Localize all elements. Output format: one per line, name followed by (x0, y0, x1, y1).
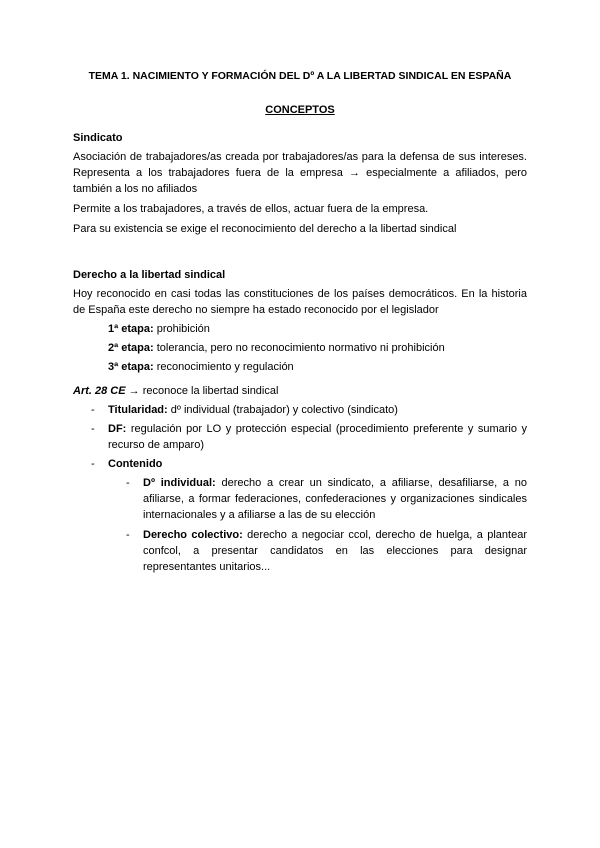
list-item (73, 402, 527, 418)
item-text: derecho a negociar ccol, derecho de huelga, a plantear confcol, a presentar candidatos en las elecciones para designar representantes unitarios... (143, 529, 527, 573)
stage-item (108, 359, 527, 375)
dash-bullet: - (91, 458, 95, 470)
section-libertad-sindical (73, 267, 527, 375)
stage-text: tolerancia, pero no reconocimiento normativo ni prohibición (153, 342, 445, 354)
item-label: Dº individual: (143, 477, 216, 489)
dash-bullet: - (91, 423, 95, 435)
stage-label: 3ª etapa: (108, 361, 154, 373)
paragraph-sindicato-existencia: Para su existencia se exige el reconocimiento del derecho a la libertad sindical (73, 223, 457, 235)
list-item (108, 527, 527, 575)
articulo-text: → reconoce la libertad sindical (125, 385, 279, 397)
list-item (73, 421, 527, 453)
heading-libertad-sindical: Derecho a la libertad sindical (73, 269, 226, 281)
dash-bullet: - (91, 404, 95, 416)
item-label: DF: (108, 423, 127, 435)
paragraph-libertad-historia: Hoy reconocido en casi todas las constituciones de los países democráticos. En la historia de España este derecho no siempre ha estado reconocido por el legislador (73, 288, 527, 316)
section-articulo-28 (73, 383, 527, 575)
stage-text: prohibición (153, 323, 210, 335)
stage-item (108, 321, 527, 337)
paragraph-sindicato-definition: Asociación de trabajadores/as creada por trabajadores/as para la defensa de sus intereses. Representa a los trabajadores fuera de la empresa → especialmente a afiliados, pero también a los no afiliados (73, 151, 527, 195)
document-body (73, 130, 527, 575)
list-item (108, 475, 527, 523)
dash-bullet: - (126, 477, 130, 489)
stage-label: 2ª etapa: (108, 342, 154, 354)
heading-sindicato: Sindicato (73, 132, 123, 144)
section-sindicato (73, 130, 527, 237)
item-label: Titularidad: (108, 404, 168, 416)
paragraph-sindicato-permite: Permite a los trabajadores, a través de ellos, actuar fuera de la empresa. (73, 203, 429, 215)
item-text: dº individual (trabajador) y colectivo (sindicato) (167, 404, 398, 416)
articulo-reference: Art. 28 CE (73, 385, 126, 397)
item-text: derecho a crear un sindicato, a afiliarse, desafiliarse, a no afiliarse, a formar federaciones, confederaciones y organizaciones sindicales internacionales y a afiliarse a las de su elección (143, 477, 527, 521)
section-title-conceptos: CONCEPTOS (265, 104, 335, 116)
contenido-list (108, 475, 527, 575)
document-title: TEMA 1. NACIMIENTO Y FORMACIÓN DEL Dº A LA LIBERTAD SINDICAL EN ESPAÑA (88, 70, 512, 82)
stage-label: 1ª etapa: (108, 323, 154, 335)
stage-text: reconocimiento y regulación (153, 361, 294, 373)
articulo-list (73, 402, 527, 575)
list-item (73, 456, 527, 575)
dash-bullet: - (126, 529, 130, 541)
item-text: regulación por LO y protección especial (procedimiento preferente y sumario y recurso de amparo) (108, 423, 527, 451)
item-label: Contenido (108, 458, 163, 470)
stage-item (108, 340, 527, 356)
item-label: Derecho colectivo: (143, 529, 243, 541)
articulo-line (73, 383, 527, 399)
